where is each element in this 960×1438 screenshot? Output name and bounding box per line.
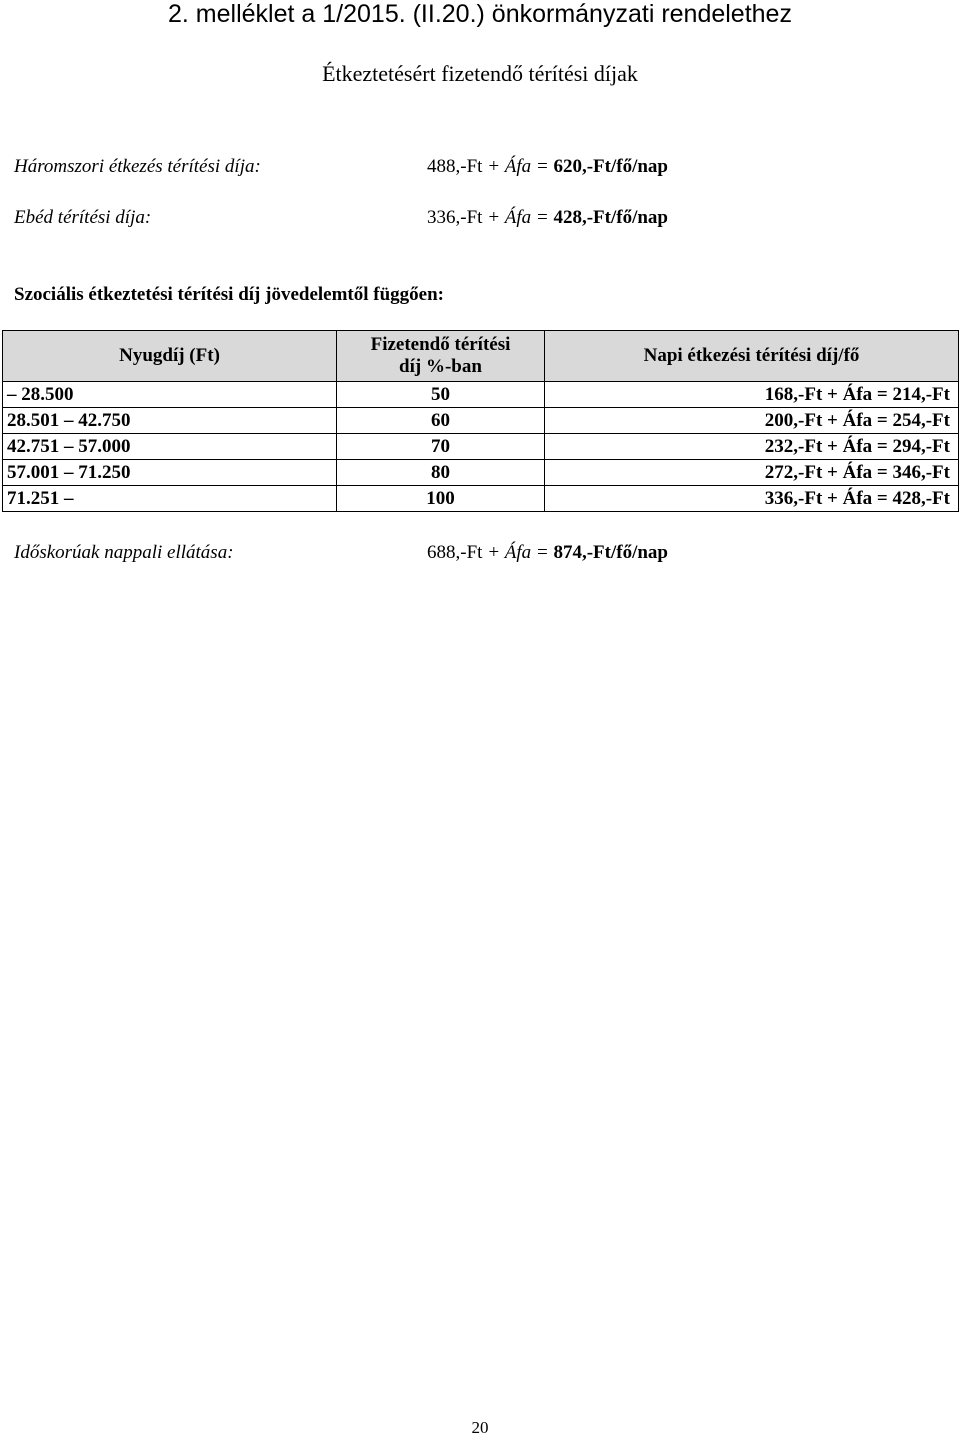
row-percent: 50	[337, 382, 545, 408]
lunch-fee-value	[427, 207, 668, 229]
table-row	[3, 408, 959, 434]
three-meals-vat: + Áfa =	[487, 156, 549, 177]
row-fee: 232,-Ft + Áfa = 294,-Ft	[545, 434, 959, 460]
header-income: Nyugdíj (Ft)	[3, 331, 337, 382]
document-title: 2. melléklet a 1/2015. (II.20.) önkormányzati rendelethez	[168, 0, 792, 28]
table-row	[3, 486, 959, 512]
row-percent: 100	[337, 486, 545, 512]
row-income: 42.751 – 57.000	[3, 434, 337, 460]
header-percent-line2: díj %-ban	[399, 356, 482, 377]
three-meals-fee-label: Háromszori étkezés térítési díja:	[14, 156, 261, 177]
social-catering-heading: Szociális étkeztetési térítési díj jövedelemtől függően:	[14, 284, 445, 305]
elderly-care-fee-value	[427, 542, 668, 564]
elderly-gross: 874,-Ft/fő/nap	[553, 542, 668, 563]
table-header-row	[3, 331, 959, 382]
row-percent: 80	[337, 460, 545, 486]
row-percent: 60	[337, 408, 545, 434]
header-percent	[337, 331, 545, 382]
header-fee: Napi étkezési térítési díj/fő	[545, 331, 959, 382]
row-fee: 200,-Ft + Áfa = 254,-Ft	[545, 408, 959, 434]
lunch-fee-label: Ebéd térítési díja:	[14, 207, 152, 228]
table-row	[3, 460, 959, 486]
lunch-vat: + Áfa =	[487, 207, 549, 228]
row-fee: 168,-Ft + Áfa = 214,-Ft	[545, 382, 959, 408]
table-row	[3, 434, 959, 460]
row-fee: 272,-Ft + Áfa = 346,-Ft	[545, 460, 959, 486]
elderly-vat: + Áfa =	[487, 542, 549, 563]
page-number: 20	[471, 1418, 489, 1437]
elderly-care-label: Időskorúak nappali ellátása:	[14, 542, 234, 563]
row-income: 57.001 – 71.250	[3, 460, 337, 486]
elderly-net: 688,-Ft	[427, 542, 483, 563]
lunch-net: 336,-Ft	[427, 207, 483, 228]
row-income: 28.501 – 42.750	[3, 408, 337, 434]
lunch-gross: 428,-Ft/fő/nap	[553, 207, 668, 228]
row-income: – 28.500	[3, 382, 337, 408]
three-meals-net: 488,-Ft	[427, 156, 483, 177]
three-meals-gross: 620,-Ft/fő/nap	[553, 156, 668, 177]
header-percent-line1: Fizetendő térítési	[370, 334, 511, 355]
document-subtitle: Étkeztetésért fizetendő térítési díjak	[322, 61, 638, 86]
table-row	[3, 382, 959, 408]
row-percent: 70	[337, 434, 545, 460]
income-fee-table	[2, 330, 959, 512]
row-fee: 336,-Ft + Áfa = 428,-Ft	[545, 486, 959, 512]
row-income: 71.251 –	[3, 486, 337, 512]
three-meals-fee-value	[427, 156, 668, 178]
